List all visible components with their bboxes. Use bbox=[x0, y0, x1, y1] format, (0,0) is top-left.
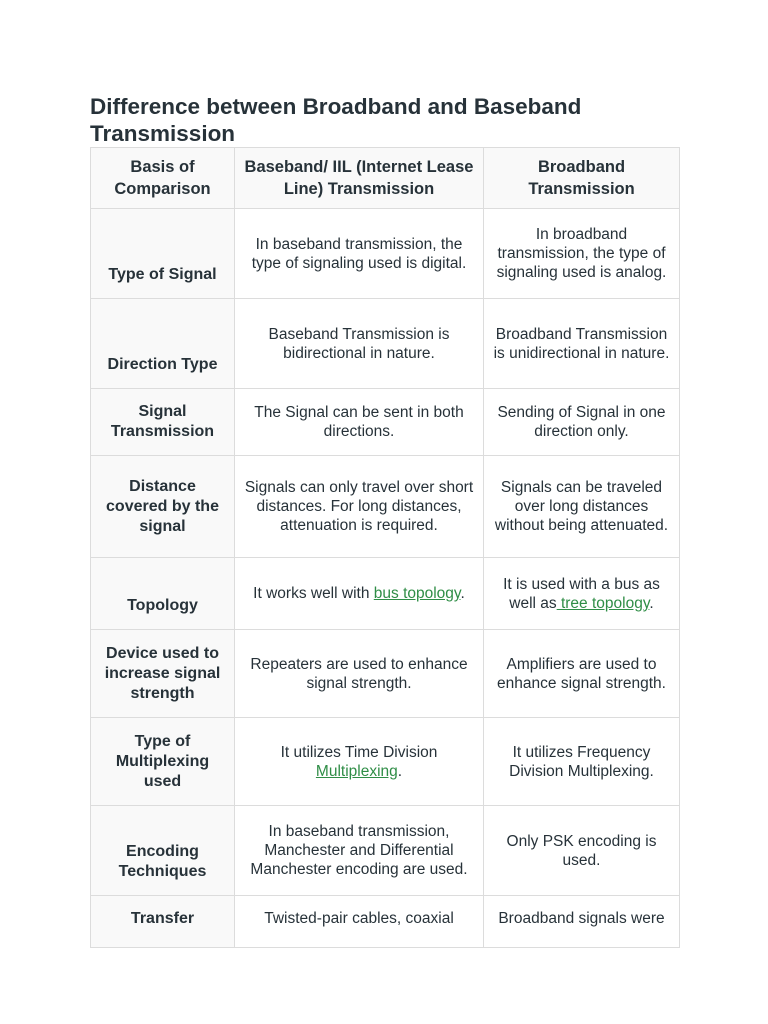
row-label: Topology bbox=[91, 558, 235, 630]
cell-text: . bbox=[397, 762, 403, 780]
baseband-cell: Baseband Transmission is bidirectional in nature. bbox=[235, 299, 484, 389]
header-baseband: Baseband/ IIL (Internet Lease Line) Transmission bbox=[235, 148, 484, 209]
baseband-cell bbox=[235, 718, 484, 806]
baseband-cell: Repeaters are used to enhance signal strength. bbox=[235, 630, 484, 718]
table-row bbox=[91, 896, 680, 948]
broadband-cell: Broadband signals were bbox=[484, 896, 680, 948]
cell-text: . bbox=[649, 594, 654, 612]
baseband-cell: In baseband transmission, Manchester and Differential Manchester encoding are used. bbox=[235, 806, 484, 896]
row-label: Signal Transmission bbox=[91, 389, 235, 456]
broadband-cell: Broadband Transmission is unidirectional in nature. bbox=[484, 299, 680, 389]
table-row bbox=[91, 389, 680, 456]
broadband-cell: Amplifiers are used to enhance signal strength. bbox=[484, 630, 680, 718]
row-label: Encoding Techniques bbox=[91, 806, 235, 896]
header-broadband: Broadband Transmission bbox=[484, 148, 680, 209]
broadband-cell bbox=[484, 558, 680, 630]
bus-topology-link[interactable]: bus topology bbox=[373, 585, 461, 602]
table-row bbox=[91, 558, 680, 630]
table-row bbox=[91, 806, 680, 896]
row-label: Transfer bbox=[91, 896, 235, 948]
baseband-cell: In baseband transmission, the type of signaling used is digital. bbox=[235, 209, 484, 299]
row-label: Device used to increase signal strength bbox=[91, 630, 235, 718]
cell-text: It utilizes Time Division bbox=[280, 743, 438, 761]
baseband-cell: The Signal can be sent in both directions. bbox=[235, 389, 484, 456]
comparison-table bbox=[90, 147, 680, 948]
page-title: Difference between Broadband and Baseband Transmission bbox=[90, 94, 582, 146]
row-label: Type of Multiplexing used bbox=[91, 718, 235, 806]
broadband-cell: In broadband transmission, the type of signaling used is analog. bbox=[484, 209, 680, 299]
broadband-cell: Sending of Signal in one direction only. bbox=[484, 389, 680, 456]
row-label: Direction Type bbox=[91, 299, 235, 389]
table-header-row bbox=[91, 148, 680, 209]
article bbox=[90, 93, 679, 948]
broadband-cell: It utilizes Frequency Division Multiplexing. bbox=[484, 718, 680, 806]
multiplexing-link[interactable]: Multiplexing bbox=[315, 762, 398, 780]
cell-text: It is used with a bus as well as bbox=[503, 575, 660, 612]
broadband-cell: Only PSK encoding is used. bbox=[484, 806, 680, 896]
table-row bbox=[91, 630, 680, 718]
baseband-cell bbox=[235, 558, 484, 630]
cell-text: It works well with bbox=[253, 585, 374, 602]
baseband-cell: Twisted-pair cables, coaxial bbox=[235, 896, 484, 948]
header-basis: Basis of Comparison bbox=[91, 148, 235, 209]
row-label: Distance covered by the signal bbox=[91, 456, 235, 558]
table-row bbox=[91, 718, 680, 806]
table-row bbox=[91, 299, 680, 389]
broadband-cell: Signals can be traveled over long distances without being attenuated. bbox=[484, 456, 680, 558]
cell-text: . bbox=[460, 585, 465, 602]
tree-topology-link[interactable]: tree topology bbox=[556, 594, 650, 612]
baseband-cell: Signals can only travel over short distances. For long distances, attenuation is required. bbox=[235, 456, 484, 558]
table-row bbox=[91, 456, 680, 558]
table-row bbox=[91, 209, 680, 299]
row-label: Type of Signal bbox=[91, 209, 235, 299]
